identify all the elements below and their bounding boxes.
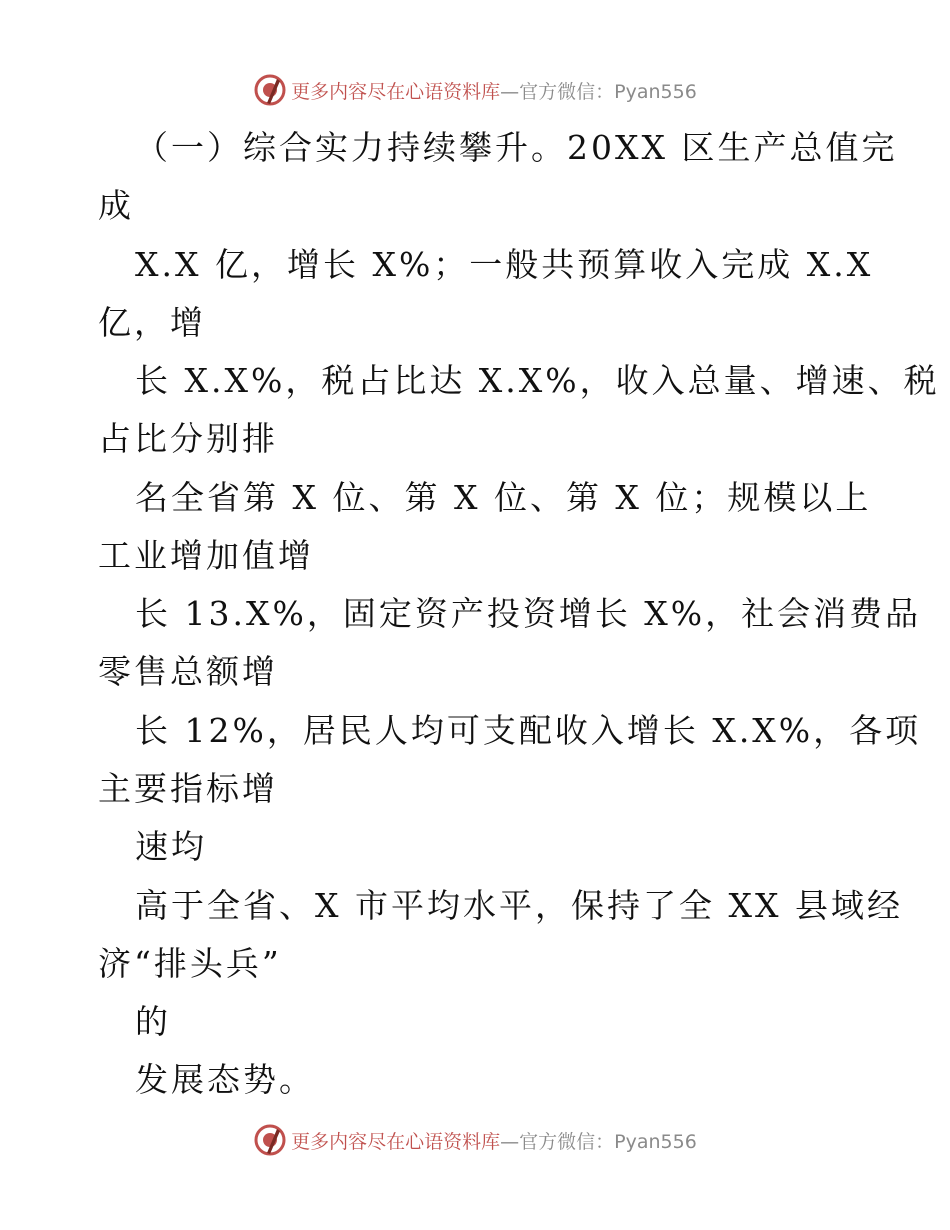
- text-line: 成: [98, 186, 134, 225]
- text-line: 长 X.X%，税占比达 X.X%，收入总量、增速、税: [135, 361, 940, 400]
- text-line: 的: [135, 1002, 171, 1041]
- footer-banner-wechat: 官方微信：Pyan556: [519, 1130, 697, 1153]
- header-banner-wechat: 官方微信：Pyan556: [519, 80, 697, 103]
- header-banner: [0, 70, 950, 110]
- text-line: 占比分别排: [98, 419, 278, 458]
- text-line: 发展态势。: [135, 1060, 315, 1099]
- text-line: 长 12%，居民人均可支配收入增长 X.X%，各项: [135, 711, 922, 750]
- text-line: 零售总额增: [98, 652, 278, 691]
- text-line: 主要指标增: [98, 769, 278, 808]
- brand-logo-icon: [253, 1123, 287, 1157]
- header-banner-brand: 更多内容尽在心语资料库: [291, 80, 501, 103]
- text-line: 速均: [135, 827, 207, 866]
- text-line: （一）综合实力持续攀升。20XX 区生产总值完: [135, 128, 898, 167]
- text-line: 济“排头兵”: [98, 944, 282, 983]
- footer-banner-brand: 更多内容尽在心语资料库: [291, 1130, 501, 1153]
- text-line: 工业增加值增: [98, 536, 314, 575]
- footer-banner-dash: —: [500, 1130, 520, 1153]
- text-line: 长 13.X%，固定资产投资增长 X%，社会消费品: [135, 594, 922, 633]
- footer-banner: [0, 1120, 950, 1160]
- text-line: 名全省第 X 位、第 X 位、第 X 位；规模以上: [135, 478, 872, 517]
- text-line: X.X 亿，增长 X%；一般共预算收入完成 X.X: [135, 245, 874, 284]
- text-line: 高于全省、X 市平均水平，保持了全 XX 县域经: [135, 886, 903, 925]
- brand-logo-icon: [253, 73, 287, 107]
- text-line: 亿，增: [98, 303, 206, 342]
- header-banner-dash: —: [500, 80, 520, 103]
